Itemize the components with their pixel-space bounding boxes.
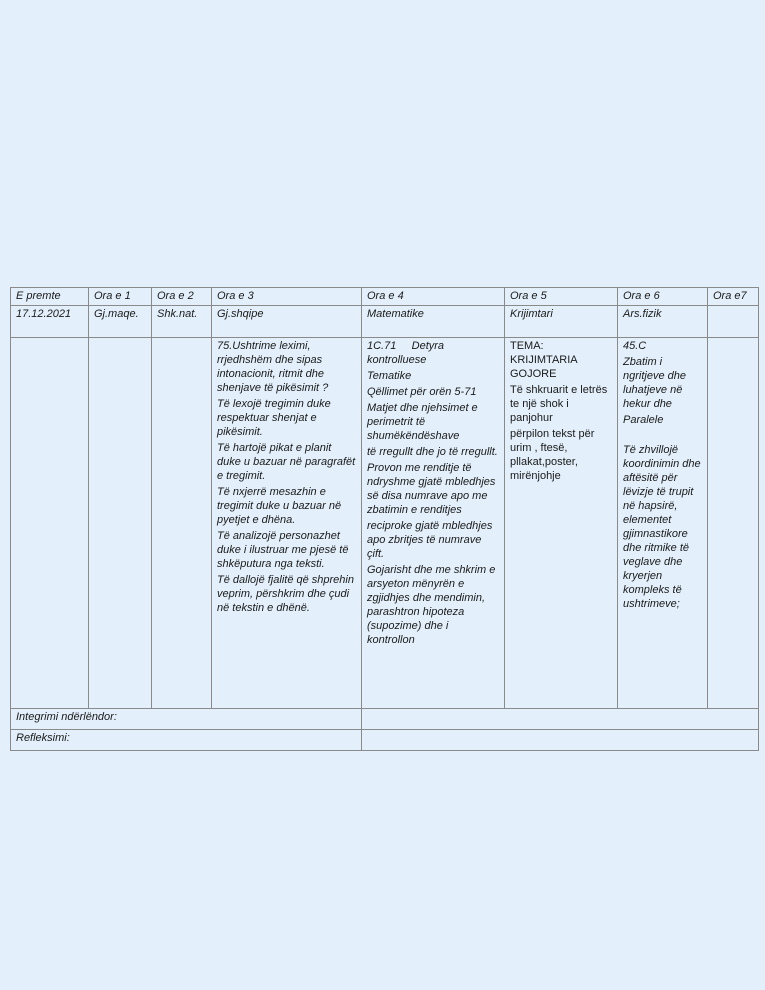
- empty-cell-8: [708, 338, 759, 709]
- krijimtari-line: Të shkruarit e letrës te një shok i panjohur: [510, 384, 608, 424]
- gjuha-line: Të analizojë personazhet duke i ilustruar me pjesë të shkëputura nga teksti.: [217, 530, 349, 570]
- matematike-line: Gojarisht dhe me shkrim e arsyeton mënyrën e zgjidhjes dhe mendimin, parashtron hipoteza (supozime) dhe i kontrollon: [367, 564, 496, 646]
- subject-ora-2: Shk.nat.: [152, 306, 212, 338]
- matematike-line: Tematike: [367, 370, 412, 382]
- header-day: E premte: [11, 288, 89, 306]
- subject-ora-4: Matematike: [362, 306, 505, 338]
- subject-row: [11, 306, 759, 338]
- gjuha-content: [212, 338, 362, 709]
- fizik-line: 45.C: [623, 340, 647, 352]
- header-ora-1: Ora e 1: [89, 288, 152, 306]
- subject-ora-5: Krijimtari: [505, 306, 618, 338]
- matematike-line: Matjet dhe njehsimet e perimetrit të shumëkëndëshave: [367, 402, 478, 442]
- header-ora-2: Ora e 2: [152, 288, 212, 306]
- refleksimi-value: [362, 730, 759, 751]
- matematike-line: 1C.71 Detyra kontrolluese: [367, 340, 448, 366]
- lesson-plan-table: [10, 287, 759, 751]
- header-ora-6: Ora e 6: [618, 288, 708, 306]
- fizik-line: Zbatim i ngritjeve dhe luhatjeve në hekur dhe: [623, 356, 686, 410]
- subject-ora-6: Ars.fizik: [618, 306, 708, 338]
- gjuha-line: 75.Ushtrime leximi, rrjedhshëm dhe sipas intonacionit, ritmit dhe shenjave të pikësimit ?: [217, 340, 329, 394]
- fizik-line: Të zhvillojë koordinimin dhe aftësitë për lëvizje të trupit në hapsirë, elementet gjimnastikore dhe ritmike të veglave dhe kryerjen kompleks të ushtrimeve;: [623, 444, 701, 610]
- refleksimi-label: Refleksimi:: [11, 730, 362, 751]
- fizik-line: Paralele: [623, 414, 664, 426]
- gjuha-line: Të nxjerrë mesazhin e tregimit duke u bazuar në pyetjet e dhëna.: [217, 486, 342, 526]
- header-ora-4: Ora e 4: [362, 288, 505, 306]
- header-ora-5: Ora e 5: [505, 288, 618, 306]
- empty-cell-1: [11, 338, 89, 709]
- header-ora-3: Ora e 3: [212, 288, 362, 306]
- gjuha-line: Të dallojë fjalitë që shprehin veprim, përshkrim dhe çudi në tekstin e dhënë.: [217, 574, 354, 614]
- header-ora-7: Ora e7: [708, 288, 759, 306]
- subject-ora-1: Gj.maqe.: [89, 306, 152, 338]
- content-row: [11, 338, 759, 709]
- subject-ora-7: [708, 306, 759, 338]
- matematike-line: të rregullt dhe jo të rregullt.: [367, 446, 498, 458]
- krijimtari-line: përpilon tekst për urim , ftesë, pllakat,poster, mirënjohje: [510, 428, 595, 482]
- matematike-line: Qëllimet për orën 5-71: [367, 386, 477, 398]
- date-cell: 17.12.2021: [11, 306, 89, 338]
- integrimi-label: Integrimi ndërlëndor:: [11, 709, 362, 730]
- integrimi-value: [362, 709, 759, 730]
- matematike-line: reciproke gjatë mbledhjes apo zbritjes të numrave çift.: [367, 520, 493, 560]
- gjuha-line: Të lexojë tregimin duke respektuar shenjat e pikësimit.: [217, 398, 331, 438]
- refleksimi-row: [11, 730, 759, 751]
- empty-cell-3: [152, 338, 212, 709]
- matematike-line: Provon me renditje të ndryshme gjatë mbledhjes së disa numrave apo me zbatimin e renditjes: [367, 462, 496, 516]
- empty-cell-2: [89, 338, 152, 709]
- gjuha-line: Të hartojë pikat e planit duke u bazuar në paragrafët e tregimit.: [217, 442, 356, 482]
- header-row: [11, 288, 759, 306]
- krijimtari-line: TEMA: KRIJIMTARIA GOJORE: [510, 340, 578, 380]
- krijimtari-content: [505, 338, 618, 709]
- matematike-content: [362, 338, 505, 709]
- integrimi-row: [11, 709, 759, 730]
- fizik-content: [618, 338, 708, 709]
- subject-ora-3: Gj.shqipe: [212, 306, 362, 338]
